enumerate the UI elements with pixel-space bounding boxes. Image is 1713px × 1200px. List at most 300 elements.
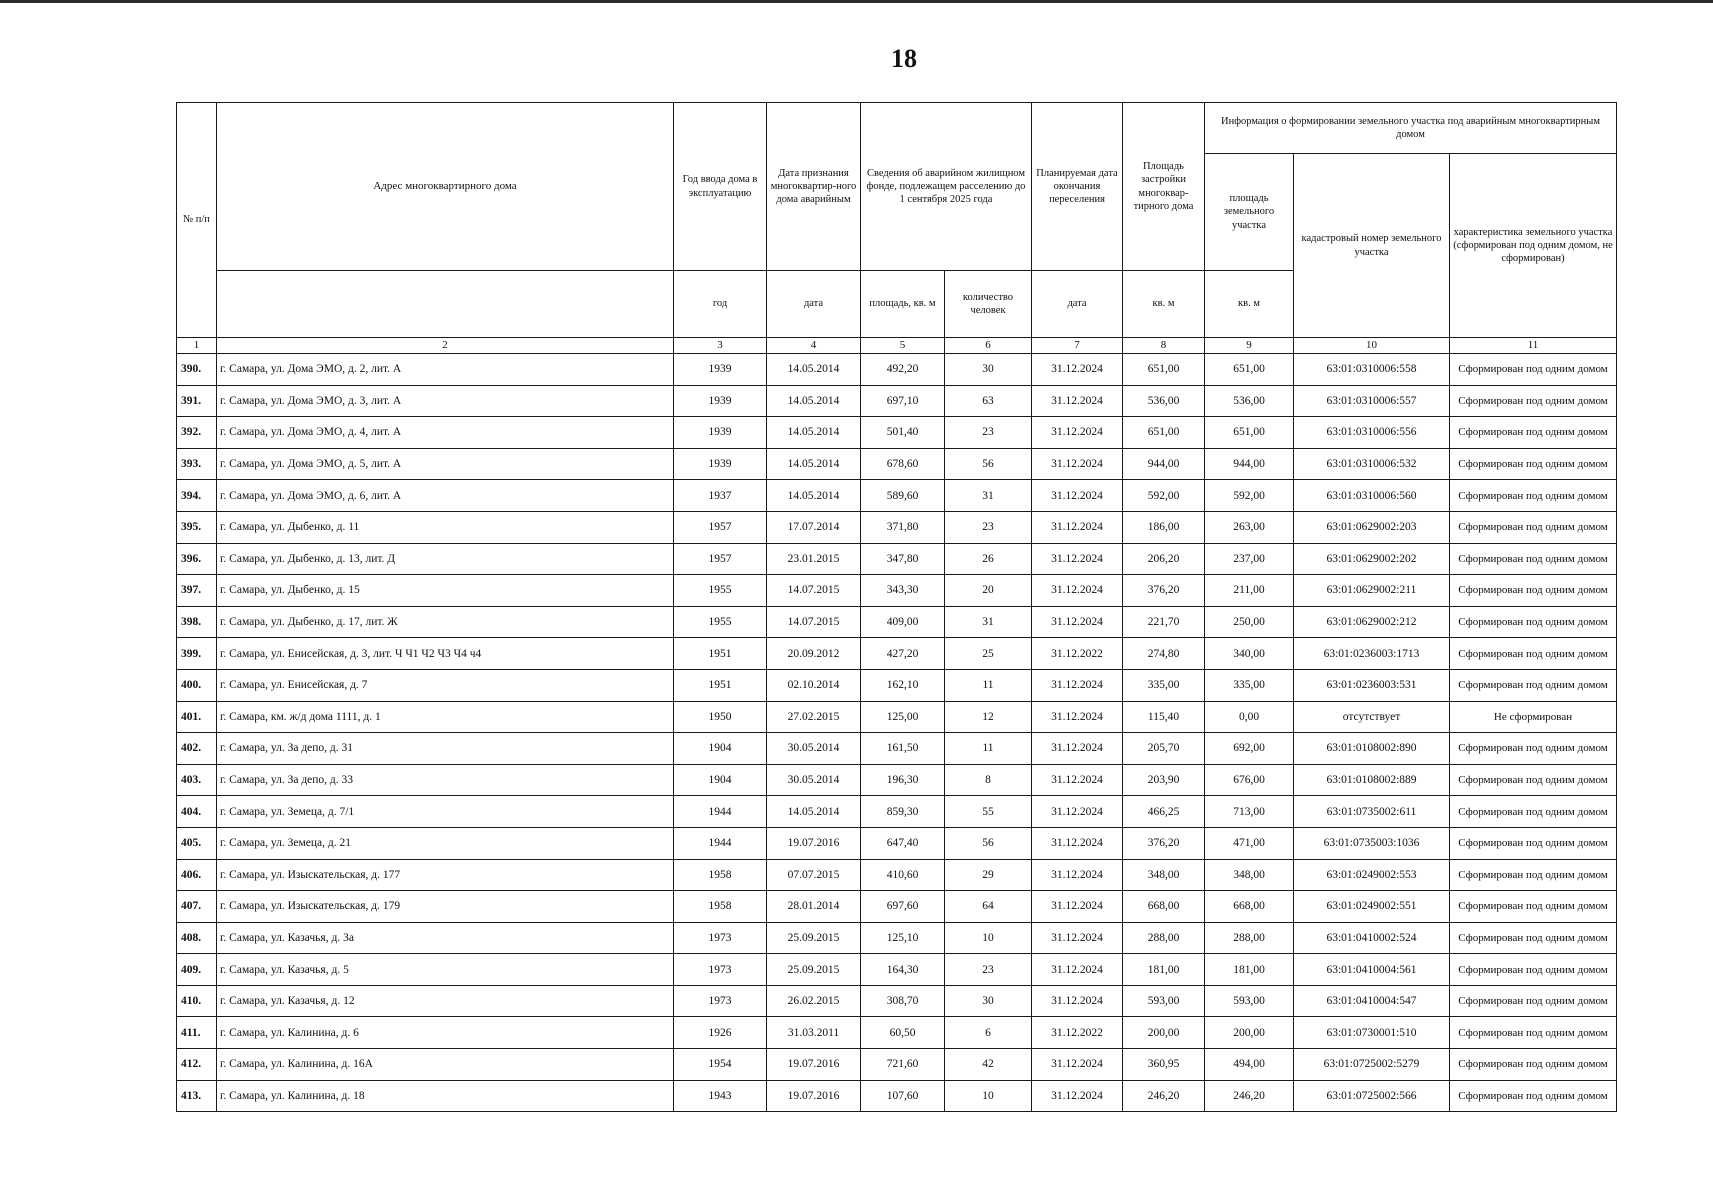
row-area: 125,10 (861, 922, 945, 954)
table-row (177, 480, 1617, 512)
row-year: 1958 (674, 891, 767, 923)
row-year: 1951 (674, 638, 767, 670)
row-land-characteristic: Сформирован под одним домом (1450, 669, 1617, 701)
row-date-recognized: 26.02.2015 (767, 985, 861, 1017)
row-land-area: 651,00 (1205, 417, 1294, 449)
table-row (177, 543, 1617, 575)
row-land-characteristic: Сформирован под одним домом (1450, 606, 1617, 638)
row-building-area: 206,20 (1123, 543, 1205, 575)
row-area: 371,80 (861, 511, 945, 543)
row-people: 26 (945, 543, 1032, 575)
row-people: 42 (945, 1049, 1032, 1081)
row-cadastral-number: 63:01:0236003:1713 (1294, 638, 1450, 670)
row-building-area: 466,25 (1123, 796, 1205, 828)
row-area: 697,60 (861, 891, 945, 923)
row-cadastral-number: 63:01:0108002:889 (1294, 764, 1450, 796)
row-year: 1950 (674, 701, 767, 733)
row-number: 395. (177, 511, 217, 543)
unit-land-area: кв. м (1205, 271, 1294, 338)
row-people: 8 (945, 764, 1032, 796)
header-date-recognized: Дата признания многоквартир-ного дома аварийным (767, 103, 861, 271)
row-land-area: 200,00 (1205, 1017, 1294, 1049)
column-number: 5 (861, 338, 945, 354)
table-container (176, 102, 1617, 1112)
row-address: г. Самара, ул. Казачья, д. 5 (217, 954, 674, 986)
row-land-area: 471,00 (1205, 827, 1294, 859)
row-cadastral-number: 63:01:0310006:556 (1294, 417, 1450, 449)
row-date-recognized: 30.05.2014 (767, 733, 861, 765)
column-number: 9 (1205, 338, 1294, 354)
column-number-row (177, 338, 1617, 354)
row-planned-date: 31.12.2024 (1032, 669, 1123, 701)
row-land-characteristic: Сформирован под одним домом (1450, 859, 1617, 891)
row-year: 1944 (674, 796, 767, 828)
row-area: 410,60 (861, 859, 945, 891)
row-land-characteristic: Сформирован под одним домом (1450, 796, 1617, 828)
row-number: 413. (177, 1080, 217, 1112)
row-planned-date: 31.12.2024 (1032, 417, 1123, 449)
row-address: г. Самара, ул. Дыбенко, д. 17, лит. Ж (217, 606, 674, 638)
row-date-recognized: 19.07.2016 (767, 1049, 861, 1081)
row-building-area: 335,00 (1123, 669, 1205, 701)
row-area: 125,00 (861, 701, 945, 733)
row-land-characteristic: Сформирован под одним домом (1450, 764, 1617, 796)
row-land-area: 536,00 (1205, 385, 1294, 417)
row-land-area: 288,00 (1205, 922, 1294, 954)
row-people: 11 (945, 669, 1032, 701)
unit-building-area: кв. м (1123, 271, 1205, 338)
column-number: 2 (217, 338, 674, 354)
row-date-recognized: 14.07.2015 (767, 575, 861, 607)
row-people: 10 (945, 1080, 1032, 1112)
row-number: 396. (177, 543, 217, 575)
row-planned-date: 31.12.2024 (1032, 448, 1123, 480)
row-address: г. Самара, ул. За депо, д. 33 (217, 764, 674, 796)
row-year: 1957 (674, 511, 767, 543)
row-land-area: 676,00 (1205, 764, 1294, 796)
row-area: 427,20 (861, 638, 945, 670)
table-row (177, 417, 1617, 449)
row-address: г. Самара, ул. За депо, д. 31 (217, 733, 674, 765)
header-planned-date: Планируемая дата окончания переселения (1032, 103, 1123, 271)
row-year: 1926 (674, 1017, 767, 1049)
row-cadastral-number: 63:01:0310006:558 (1294, 354, 1450, 386)
row-area: 343,30 (861, 575, 945, 607)
row-people: 56 (945, 448, 1032, 480)
row-cadastral-number: 63:01:0410004:561 (1294, 954, 1450, 986)
row-area: 859,30 (861, 796, 945, 828)
row-date-recognized: 02.10.2014 (767, 669, 861, 701)
row-area: 501,40 (861, 417, 945, 449)
row-building-area: 376,20 (1123, 827, 1205, 859)
row-area: 589,60 (861, 480, 945, 512)
table-row (177, 859, 1617, 891)
header-land-characteristic: характеристика земельного участка (сформирован под одним домом, не сформирован) (1450, 154, 1617, 338)
row-planned-date: 31.12.2024 (1032, 985, 1123, 1017)
row-area: 162,10 (861, 669, 945, 701)
row-year: 1939 (674, 448, 767, 480)
header-land-area: площадь земельного участка (1205, 154, 1294, 271)
row-building-area: 200,00 (1123, 1017, 1205, 1049)
row-area: 161,50 (861, 733, 945, 765)
row-address: г. Самара, ул. Дыбенко, д. 13, лит. Д (217, 543, 674, 575)
row-number: 404. (177, 796, 217, 828)
row-number: 406. (177, 859, 217, 891)
unit-year: год (674, 271, 767, 338)
row-number: 401. (177, 701, 217, 733)
row-planned-date: 31.12.2024 (1032, 543, 1123, 575)
row-planned-date: 31.12.2024 (1032, 480, 1123, 512)
row-people: 63 (945, 385, 1032, 417)
row-date-recognized: 19.07.2016 (767, 827, 861, 859)
row-land-area: 237,00 (1205, 543, 1294, 575)
row-year: 1973 (674, 954, 767, 986)
row-land-area: 651,00 (1205, 354, 1294, 386)
row-cadastral-number: 63:01:0310006:560 (1294, 480, 1450, 512)
row-planned-date: 31.12.2024 (1032, 1080, 1123, 1112)
row-people: 29 (945, 859, 1032, 891)
header-year: Год ввода дома в эксплуатацию (674, 103, 767, 271)
row-date-recognized: 17.07.2014 (767, 511, 861, 543)
row-building-area: 360,95 (1123, 1049, 1205, 1081)
row-number: 412. (177, 1049, 217, 1081)
row-date-recognized: 25.09.2015 (767, 954, 861, 986)
table-row (177, 638, 1617, 670)
unit-area: площадь, кв. м (861, 271, 945, 338)
row-planned-date: 31.12.2024 (1032, 796, 1123, 828)
row-number: 393. (177, 448, 217, 480)
row-area: 678,60 (861, 448, 945, 480)
column-number: 8 (1123, 338, 1205, 354)
row-cadastral-number: 63:01:0249002:551 (1294, 891, 1450, 923)
row-people: 23 (945, 417, 1032, 449)
row-address: г. Самара, км. ж/д дома 1111, д. 1 (217, 701, 674, 733)
row-year: 1954 (674, 1049, 767, 1081)
row-land-area: 592,00 (1205, 480, 1294, 512)
table-row (177, 385, 1617, 417)
row-land-characteristic: Сформирован под одним домом (1450, 448, 1617, 480)
row-address: г. Самара, ул. Калинина, д. 16А (217, 1049, 674, 1081)
row-date-recognized: 14.05.2014 (767, 385, 861, 417)
header-emergency-fund: Сведения об аварийном жилищном фонде, подлежащем расселению до 1 сентября 2025 года (861, 103, 1032, 271)
table-row (177, 954, 1617, 986)
row-cadastral-number: 63:01:0629002:212 (1294, 606, 1450, 638)
table-row (177, 827, 1617, 859)
row-address: г. Самара, ул. Земеца, д. 7/1 (217, 796, 674, 828)
row-land-area: 348,00 (1205, 859, 1294, 891)
row-date-recognized: 30.05.2014 (767, 764, 861, 796)
row-number: 399. (177, 638, 217, 670)
row-cadastral-number: 63:01:0310006:557 (1294, 385, 1450, 417)
row-planned-date: 31.12.2024 (1032, 922, 1123, 954)
row-land-characteristic: Сформирован под одним домом (1450, 480, 1617, 512)
row-number: 390. (177, 354, 217, 386)
column-number: 7 (1032, 338, 1123, 354)
column-number: 10 (1294, 338, 1450, 354)
row-address: г. Самара, ул. Казачья, д. 3а (217, 922, 674, 954)
row-cadastral-number: 63:01:0629002:202 (1294, 543, 1450, 575)
row-land-area: 246,20 (1205, 1080, 1294, 1112)
header-cadastral: кадастровый номер земельного участка (1294, 154, 1450, 338)
row-land-area: 340,00 (1205, 638, 1294, 670)
row-people: 11 (945, 733, 1032, 765)
table-row (177, 764, 1617, 796)
row-year: 1973 (674, 922, 767, 954)
row-year: 1957 (674, 543, 767, 575)
row-number: 391. (177, 385, 217, 417)
column-number: 6 (945, 338, 1032, 354)
row-planned-date: 31.12.2024 (1032, 764, 1123, 796)
row-planned-date: 31.12.2024 (1032, 954, 1123, 986)
row-area: 492,20 (861, 354, 945, 386)
row-cadastral-number: 63:01:0410004:547 (1294, 985, 1450, 1017)
table-row (177, 985, 1617, 1017)
row-cadastral-number: 63:01:0410002:524 (1294, 922, 1450, 954)
row-people: 56 (945, 827, 1032, 859)
header-address: Адрес многоквартирного дома (217, 103, 674, 271)
row-building-area: 376,20 (1123, 575, 1205, 607)
column-number: 4 (767, 338, 861, 354)
row-building-area: 593,00 (1123, 985, 1205, 1017)
table-row (177, 511, 1617, 543)
row-area: 409,00 (861, 606, 945, 638)
row-area: 697,10 (861, 385, 945, 417)
table-row (177, 669, 1617, 701)
row-people: 23 (945, 511, 1032, 543)
row-date-recognized: 14.05.2014 (767, 480, 861, 512)
row-cadastral-number: 63:01:0249002:553 (1294, 859, 1450, 891)
row-number: 408. (177, 922, 217, 954)
row-address: г. Самара, ул. Изыскательская, д. 179 (217, 891, 674, 923)
row-building-area: 246,20 (1123, 1080, 1205, 1112)
row-number: 405. (177, 827, 217, 859)
row-planned-date: 31.12.2024 (1032, 354, 1123, 386)
row-land-characteristic: Сформирован под одним домом (1450, 543, 1617, 575)
header-building-area: Площадь застройки многоквар-тирного дома (1123, 103, 1205, 271)
row-number: 394. (177, 480, 217, 512)
row-address: г. Самара, ул. Казачья, д. 12 (217, 985, 674, 1017)
row-cadastral-number: 63:01:0735003:1036 (1294, 827, 1450, 859)
row-planned-date: 31.12.2024 (1032, 385, 1123, 417)
row-land-area: 494,00 (1205, 1049, 1294, 1081)
row-land-area: 0,00 (1205, 701, 1294, 733)
row-area: 196,30 (861, 764, 945, 796)
row-planned-date: 31.12.2024 (1032, 891, 1123, 923)
table-row (177, 891, 1617, 923)
row-building-area: 274,80 (1123, 638, 1205, 670)
row-address: г. Самара, ул. Дома ЭМО, д. 6, лит. А (217, 480, 674, 512)
unit-date: дата (767, 271, 861, 338)
row-year: 1904 (674, 764, 767, 796)
row-land-characteristic: Сформирован под одним домом (1450, 385, 1617, 417)
row-building-area: 668,00 (1123, 891, 1205, 923)
row-land-area: 713,00 (1205, 796, 1294, 828)
row-people: 10 (945, 922, 1032, 954)
row-area: 347,80 (861, 543, 945, 575)
row-year: 1955 (674, 575, 767, 607)
row-cadastral-number: 63:01:0735002:611 (1294, 796, 1450, 828)
row-cadastral-number: 63:01:0725002:5279 (1294, 1049, 1450, 1081)
row-cadastral-number: 63:01:0629002:203 (1294, 511, 1450, 543)
row-year: 1955 (674, 606, 767, 638)
row-land-area: 181,00 (1205, 954, 1294, 986)
unit-planned: дата (1032, 271, 1123, 338)
emergency-housing-table (176, 102, 1617, 1112)
row-number: 400. (177, 669, 217, 701)
row-land-area: 593,00 (1205, 985, 1294, 1017)
unit-people: количество человек (945, 271, 1032, 338)
row-date-recognized: 14.05.2014 (767, 448, 861, 480)
row-land-characteristic: Сформирован под одним домом (1450, 891, 1617, 923)
row-building-area: 203,90 (1123, 764, 1205, 796)
unit-address-blank (217, 271, 674, 338)
row-address: г. Самара, ул. Енисейская, д. 7 (217, 669, 674, 701)
row-year: 1943 (674, 1080, 767, 1112)
row-people: 6 (945, 1017, 1032, 1049)
row-number: 403. (177, 764, 217, 796)
row-building-area: 348,00 (1123, 859, 1205, 891)
row-cadastral-number: 63:01:0108002:890 (1294, 733, 1450, 765)
row-building-area: 181,00 (1123, 954, 1205, 986)
row-land-characteristic: Сформирован под одним домом (1450, 1017, 1617, 1049)
row-date-recognized: 20.09.2012 (767, 638, 861, 670)
row-address: г. Самара, ул. Дома ЭМО, д. 5, лит. А (217, 448, 674, 480)
row-planned-date: 31.12.2024 (1032, 575, 1123, 607)
header-land-info: Информация о формировании земельного участка под аварийным многоквартирным домом (1205, 103, 1617, 154)
row-address: г. Самара, ул. Енисейская, д. 3, лит. Ч Ч1 Ч2 Ч3 Ч4 ч4 (217, 638, 674, 670)
row-address: г. Самара, ул. Изыскательская, д. 177 (217, 859, 674, 891)
row-land-area: 263,00 (1205, 511, 1294, 543)
table-row (177, 448, 1617, 480)
page-number: 18 (891, 44, 917, 73)
scan-edge (0, 0, 1713, 3)
row-area: 308,70 (861, 985, 945, 1017)
row-land-area: 211,00 (1205, 575, 1294, 607)
row-area: 721,60 (861, 1049, 945, 1081)
row-date-recognized: 27.02.2015 (767, 701, 861, 733)
row-date-recognized: 14.05.2014 (767, 354, 861, 386)
table-row (177, 1017, 1617, 1049)
row-number: 392. (177, 417, 217, 449)
table-row (177, 1080, 1617, 1112)
row-land-area: 335,00 (1205, 669, 1294, 701)
table-header (177, 103, 1617, 338)
row-cadastral-number: 63:01:0236003:531 (1294, 669, 1450, 701)
row-date-recognized: 19.07.2016 (767, 1080, 861, 1112)
row-number: 411. (177, 1017, 217, 1049)
row-date-recognized: 28.01.2014 (767, 891, 861, 923)
row-building-area: 205,70 (1123, 733, 1205, 765)
row-people: 30 (945, 354, 1032, 386)
row-building-area: 288,00 (1123, 922, 1205, 954)
row-address: г. Самара, ул. Дома ЭМО, д. 4, лит. А (217, 417, 674, 449)
row-land-area: 668,00 (1205, 891, 1294, 923)
row-date-recognized: 31.03.2011 (767, 1017, 861, 1049)
row-land-characteristic: Сформирован под одним домом (1450, 511, 1617, 543)
row-people: 31 (945, 606, 1032, 638)
table-row (177, 733, 1617, 765)
row-number: 397. (177, 575, 217, 607)
row-date-recognized: 07.07.2015 (767, 859, 861, 891)
row-people: 30 (945, 985, 1032, 1017)
row-land-characteristic: Сформирован под одним домом (1450, 1049, 1617, 1081)
table-row (177, 922, 1617, 954)
row-address: г. Самара, ул. Калинина, д. 18 (217, 1080, 674, 1112)
row-number: 410. (177, 985, 217, 1017)
row-year: 1951 (674, 669, 767, 701)
row-building-area: 186,00 (1123, 511, 1205, 543)
row-year: 1958 (674, 859, 767, 891)
row-number: 409. (177, 954, 217, 986)
table-row (177, 1049, 1617, 1081)
row-cadastral-number: 63:01:0730001:510 (1294, 1017, 1450, 1049)
row-planned-date: 31.12.2024 (1032, 511, 1123, 543)
row-planned-date: 31.12.2022 (1032, 1017, 1123, 1049)
row-building-area: 536,00 (1123, 385, 1205, 417)
table-row (177, 575, 1617, 607)
row-people: 25 (945, 638, 1032, 670)
row-number: 398. (177, 606, 217, 638)
row-address: г. Самара, ул. Земеца, д. 21 (217, 827, 674, 859)
row-building-area: 115,40 (1123, 701, 1205, 733)
row-year: 1944 (674, 827, 767, 859)
row-land-characteristic: Сформирован под одним домом (1450, 575, 1617, 607)
row-building-area: 592,00 (1123, 480, 1205, 512)
row-land-characteristic: Сформирован под одним домом (1450, 985, 1617, 1017)
row-year: 1904 (674, 733, 767, 765)
row-number: 407. (177, 891, 217, 923)
row-number: 402. (177, 733, 217, 765)
row-land-characteristic: Сформирован под одним домом (1450, 417, 1617, 449)
row-people: 23 (945, 954, 1032, 986)
row-land-area: 250,00 (1205, 606, 1294, 638)
row-planned-date: 31.12.2024 (1032, 859, 1123, 891)
row-address: г. Самара, ул. Дыбенко, д. 11 (217, 511, 674, 543)
row-year: 1939 (674, 354, 767, 386)
row-address: г. Самара, ул. Калинина, д. 6 (217, 1017, 674, 1049)
column-number: 1 (177, 338, 217, 354)
table-row (177, 606, 1617, 638)
row-year: 1937 (674, 480, 767, 512)
row-people: 64 (945, 891, 1032, 923)
row-year: 1973 (674, 985, 767, 1017)
row-cadastral-number: 63:01:0725002:566 (1294, 1080, 1450, 1112)
table-row (177, 354, 1617, 386)
table-row (177, 796, 1617, 828)
row-year: 1939 (674, 385, 767, 417)
row-building-area: 221,70 (1123, 606, 1205, 638)
row-planned-date: 31.12.2024 (1032, 606, 1123, 638)
row-address: г. Самара, ул. Дыбенко, д. 15 (217, 575, 674, 607)
row-planned-date: 31.12.2022 (1032, 638, 1123, 670)
column-number: 3 (674, 338, 767, 354)
row-land-characteristic: Сформирован под одним домом (1450, 638, 1617, 670)
row-building-area: 651,00 (1123, 417, 1205, 449)
row-planned-date: 31.12.2024 (1032, 1049, 1123, 1081)
row-cadastral-number: отсутствует (1294, 701, 1450, 733)
row-land-characteristic: Сформирован под одним домом (1450, 1080, 1617, 1112)
row-land-characteristic: Сформирован под одним домом (1450, 954, 1617, 986)
row-planned-date: 31.12.2024 (1032, 733, 1123, 765)
row-date-recognized: 14.05.2014 (767, 796, 861, 828)
row-land-characteristic: Не сформирован (1450, 701, 1617, 733)
row-area: 164,30 (861, 954, 945, 986)
row-year: 1939 (674, 417, 767, 449)
row-land-area: 692,00 (1205, 733, 1294, 765)
row-people: 55 (945, 796, 1032, 828)
row-people: 12 (945, 701, 1032, 733)
row-land-characteristic: Сформирован под одним домом (1450, 354, 1617, 386)
